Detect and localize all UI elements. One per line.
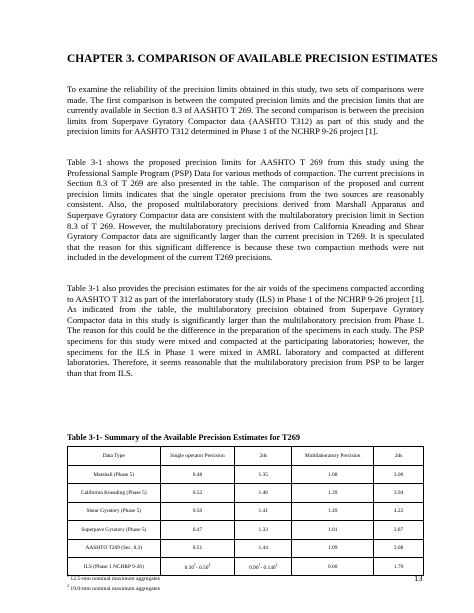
cell-value: 0.30	[184, 564, 195, 571]
table-cell: 1.39	[292, 484, 374, 502]
table-cell: 4.22	[374, 502, 424, 520]
table-cell: ILS (Phase 1 NCHRP 9-26)	[68, 557, 161, 575]
table-cell: California Kneading (Phase 5)	[68, 484, 161, 502]
table-row	[68, 539, 424, 557]
footnote-marker: 1	[194, 562, 196, 567]
cell-value: 0.50	[199, 564, 209, 571]
table-title: Table 3-1- Summary of the Available Precision Estimates for T269	[67, 433, 300, 442]
cell-value: 0.140	[263, 564, 276, 571]
table-cell: 1.33	[235, 521, 292, 539]
footnote-mark: 2	[67, 582, 69, 588]
table-cell: 0.52	[160, 484, 235, 502]
footnote-text: 19.0-mm nominal maximum aggregates	[69, 585, 160, 592]
paragraph-1: To examine the reliability of the precision limits obtained in this study, two sets of comparisons were made. The first comparison is between the computed precision limits and the precision limits that are currently available in Section 8.3 of AASHTO T 269. The second comparison is between the precision limits from Superpave Gyratory Compactor data (AASHTO T312) as part of this study and the precision limits for AASHTO T312 determined in Phase 1 of the NCHRP 9-26 project [1].	[67, 84, 424, 137]
paragraph-3: Table 3-1 also provides the precision estimates for the air voids of the specimens compacted according to AASHTO T 312 as part of the interlaboratory study (ILS) in Phase 1 of the NCHRP 9-26 project [1]. As indicated from the table, the multilaboratory precision obtained from Superpave Gyratory Compactor data in this study is significantly larger than the multilaboratory precision from Phase 1. The reason for this could be the difference in the preparation of the specimens in each study. The PSP specimens for this study were mixed and compacted at the participating laboratories; however, the specimens for the ILS in Phase 1 were mixed in AMRL laboratory and compacted at different laboratories. Therefore, it seems reasonable that the multilaboratory precision from PSP to be larger than that from ILS.	[67, 283, 424, 378]
table-cell: 0.51	[160, 539, 235, 557]
table-cell: 0.50	[160, 502, 235, 520]
paragraph-2: Table 3-1 shows the proposed precision limits for AASHTO T 269 from this study using the Professional Sample Program (PSP) Data for various methods of compaction. The current precisions in Section 8.3 of T 269 are also presented in the table. The comparison of the proposed and current precision limits indicates that the single operator precisions from the two sources are reasonably consistent. Also, the proposed multilaboratory precisions derived from Marshall Apparatus and Superpave Gyratory Compactor data are consistent with the multilaboratory precision limit in Section 8.3 of T 269. However, the multilaboratory precisions derived from California Kneading and Shear Gyratory Compactor data are significantly larger than the current precision in T269. It is speculated that the reason for this significant difference is because these two compaction methods were not included in the development of the current T269 precisions.	[67, 157, 424, 263]
table-cell: 2.87	[374, 521, 424, 539]
column-header-single-operator: Single operator Precision	[160, 447, 235, 466]
table-cell: 3.08	[374, 539, 424, 557]
page-number: 13	[414, 573, 423, 583]
column-header-data-type: Data Type	[68, 447, 161, 466]
table-cell: AASHTO T269 (Sec. 8.3)	[68, 539, 161, 557]
chapter-heading: CHAPTER 3. COMPARISON OF AVAILABLE PRECISION ESTIMATES	[67, 53, 438, 65]
footnote-text: 12.5-mm nominal maximum aggregates	[69, 575, 160, 582]
footnote-2	[67, 583, 160, 593]
table-cell: Marshall (Phase 5)	[68, 466, 161, 484]
footnote-1	[67, 573, 160, 583]
table-footnotes	[67, 573, 160, 592]
table-cell: 0.60	[292, 557, 374, 575]
table-cell	[160, 557, 235, 575]
table-cell: 1.09	[292, 539, 374, 557]
table-cell: 1.41	[235, 502, 292, 520]
table-header-row	[68, 447, 424, 466]
cell-value: 0.90	[249, 564, 259, 571]
range-separator: -	[195, 564, 199, 571]
footnote-marker: 2	[275, 562, 278, 567]
table-cell: 1.08	[292, 466, 374, 484]
footnote-marker: 1	[258, 562, 261, 567]
table-cell: 1.35	[235, 466, 292, 484]
precision-table	[67, 446, 424, 576]
table-cell: 1.01	[292, 521, 374, 539]
column-header-2ds-multi: 2ds	[374, 447, 424, 466]
table-row	[68, 484, 424, 502]
table-cell: Superpave Gyratory (Phase 5)	[68, 521, 161, 539]
footnote-mark: 1	[67, 573, 69, 578]
table-cell: 1.46	[235, 484, 292, 502]
table-row	[68, 466, 424, 484]
footnote-marker: 2	[208, 562, 211, 567]
table-cell: 3.06	[374, 466, 424, 484]
table-cell: 3.94	[374, 484, 424, 502]
table-row	[68, 521, 424, 539]
table-cell: Shear Gyratory (Phase 5)	[68, 502, 161, 520]
table-cell: 1.44	[235, 539, 292, 557]
table-cell: 1.70	[374, 557, 424, 575]
range-separator: -	[260, 564, 264, 571]
table-cell: 1.49	[292, 502, 374, 520]
table-cell: 0.47	[160, 521, 235, 539]
table-cell: 0.48	[160, 466, 235, 484]
column-header-multilaboratory: Multilaboratory Precision	[292, 447, 374, 466]
table-row	[68, 502, 424, 520]
table-cell	[235, 557, 292, 575]
column-header-2ds-single: 2ds	[235, 447, 292, 466]
